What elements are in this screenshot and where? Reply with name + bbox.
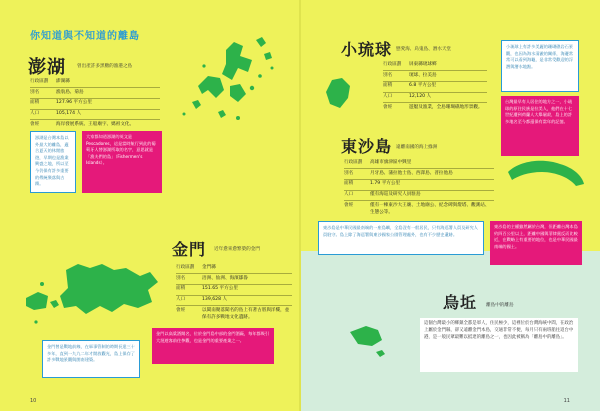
info-value: 以閩南聚落聞名的島上有著古厝與洋樓，並保有許多戰地文化遺跡。 xyxy=(202,308,290,321)
xiaoliuqiu-name: 小琉球 xyxy=(341,40,393,59)
info-key: 別名 xyxy=(383,72,393,78)
wuqiu-map xyxy=(336,318,398,362)
info-value: 琉球、拉美島 xyxy=(409,72,437,78)
info-key: 行政區劃 xyxy=(30,79,49,84)
info-row xyxy=(176,284,292,294)
info-key: 別名 xyxy=(30,89,40,95)
kinmen-note-pink: 金門以高粱酒聞名，位於金門島中部的金門酒廠，每年都吸引大批遊客前往參觀，也是金門的重要產業之一。 xyxy=(152,328,274,364)
info-value: 澎湖縣 xyxy=(56,79,70,84)
wuqiu-subtitle: 離島中的離島 xyxy=(486,303,514,308)
info-value: 127.96 平方公里 xyxy=(56,100,92,106)
page-number-left: 10 xyxy=(30,398,37,404)
info-row xyxy=(30,77,160,87)
info-key: 面積 xyxy=(176,286,186,292)
info-row xyxy=(344,201,494,217)
info-key: 人口 xyxy=(344,192,354,198)
info-row xyxy=(344,179,494,189)
wuqiu-body: 這個台灣最小的鄉鎮全都是軍人，住民極少，這裡位於台灣海峽中間，在政治上屬於金門縣，卻又遠離金門本島，交通非常不便，每月只有兩班船往返台中港，是一般民眾最難以抵達的離島之一，也因此被稱為「離島中的離島」。 xyxy=(420,318,578,372)
xiaoliuqiu-note-pink: 台灣最早有人居住的地方之一，小琉球的原住民族是拉美人，他們在十七世紀遭到荷蘭人大舉屠殺，島上的許多地名至今都還保有當年的記憶。 xyxy=(501,96,579,156)
info-value: 金門縣 xyxy=(202,265,216,270)
info-key: 行政區劃 xyxy=(344,160,363,165)
kinmen-note-blue: 金門曾是戰地前線，在軍事管制的時期長達三十多年，直到一九九二年才開放觀光，島上保存了許多戰地景觀與閩南建築。 xyxy=(42,340,140,378)
penghu-note-blue: 澎湖是台灣本島以外最大的離島，適合夏天的休閒旅遊，早期也是漁業興盛之地，所以至今仍保有許多重要的傳統聚落與古蹟。 xyxy=(30,131,76,193)
info-value: 105,174 人 xyxy=(56,111,82,117)
info-value: 月牙島、蒲拉他士島、西澤島、普拉他島 xyxy=(370,170,453,176)
info-row xyxy=(344,169,494,179)
wuqiu-name: 烏坵 xyxy=(443,293,478,312)
dongsha-subtitle: 遠離南國的海上綠洲 xyxy=(396,145,438,150)
dongsha-note-blue: 東沙島是中華民國最南端的一座島嶼，全島沒有一般居民，只有海巡署人員及研究人員駐守。島上除了海巡署與東沙國家公園管理處外，也有不少歷史遺跡。 xyxy=(318,221,484,255)
info-key: 面積 xyxy=(383,83,393,89)
penghu-name: 澎湖 xyxy=(28,57,66,78)
info-row xyxy=(344,158,494,168)
info-value: 1.79 平方公里 xyxy=(370,181,401,187)
info-value: 屏東縣琉球鄉 xyxy=(409,62,437,67)
spread-title: 你知道與不知道的離島 xyxy=(30,31,140,42)
info-row xyxy=(176,263,292,273)
dongsha-name: 東沙島 xyxy=(341,137,393,156)
info-key: 行政區劃 xyxy=(383,62,402,67)
info-value: 12,120 人 xyxy=(409,94,432,100)
penghu-map xyxy=(168,28,288,128)
info-row xyxy=(383,92,487,102)
kinmen-subtitle: 近年愈來愈繁榮的金門 xyxy=(214,247,260,252)
dongsha-map xyxy=(500,150,590,210)
info-value: 漁翁島、菊島 xyxy=(56,89,84,95)
info-key: 會經 xyxy=(176,307,186,313)
info-key: 行政區劃 xyxy=(176,265,195,270)
xiaoliuqiu-note-blue: 小琉球上有許多美麗的珊瑚礁岩石景觀，也因為海水清澈的關係，海邊常常可以看到海龜，是非常受歡迎的浮潛與潛水地點。 xyxy=(501,40,579,92)
xiaoliuqiu-subtitle: 戀愛海、烏鬼島、潛水天堂 xyxy=(396,47,452,52)
xiaoliuqiu-map xyxy=(318,74,358,114)
penghu-subtitle: 曾出產許多黑糖的漁港之島 xyxy=(77,64,133,69)
info-row xyxy=(30,88,160,98)
info-value: 海岸發展系統、王船廟宇、媽祖文化。 xyxy=(56,121,135,127)
info-row xyxy=(383,81,487,91)
dongsha-info-table xyxy=(344,158,494,216)
kinmen-map xyxy=(20,250,170,340)
info-key: 人口 xyxy=(176,297,186,303)
info-row xyxy=(176,274,292,284)
xiaoliuqiu-info-table xyxy=(383,60,487,113)
info-value: 6.8 平方公里 xyxy=(409,83,437,89)
info-key: 別名 xyxy=(344,170,354,176)
info-row xyxy=(176,306,292,322)
info-row xyxy=(383,71,487,81)
info-value: 僅有海巡及研究人員駐島 xyxy=(370,192,421,198)
info-key: 會經 xyxy=(344,202,354,208)
dongsha-note-pink: 東沙島的主權雖然屬於台灣，但距離台灣本島約四百公里以上，距離中國與菲律賓反而比較近，在戰略上有重要的地位，也是中華民國最南端的國土。 xyxy=(490,221,582,265)
info-key: 面積 xyxy=(344,181,354,187)
info-value: 遊艇及漁業，全島珊瑚礁地形景觀。 xyxy=(409,104,483,110)
info-key: 會經 xyxy=(383,104,393,110)
page-gutter xyxy=(299,0,301,411)
info-value: 高雄市旗津區中興里 xyxy=(370,160,412,165)
info-key: 人口 xyxy=(383,94,393,100)
info-key: 別名 xyxy=(176,275,186,281)
info-value: 浯洲、仙洲、海濱鄒魯 xyxy=(202,275,248,281)
info-value: 151.65 平方公里 xyxy=(202,286,238,292)
info-key: 面積 xyxy=(30,100,40,106)
info-row xyxy=(30,120,160,130)
info-row xyxy=(383,60,487,70)
info-row xyxy=(383,103,487,113)
kinmen-info-table xyxy=(176,263,292,321)
kinmen-name: 金門 xyxy=(172,240,207,259)
page-number-right: 11 xyxy=(563,398,570,404)
info-value: 139,628 人 xyxy=(202,297,228,303)
info-row xyxy=(176,295,292,305)
penghu-note-pink: 大家都知道澎湖的英文是 Pescadores，這是當時航行到此的葡萄牙人替澎湖所取的名字，意思就是「漁夫們的島」（Fishermen's Islands）。 xyxy=(82,131,162,193)
info-key: 會經 xyxy=(30,121,40,127)
penghu-info-table xyxy=(30,77,160,130)
info-row xyxy=(344,190,494,200)
info-value: 僅有一棟東沙大王廟、土地廟公、紀念碑與燈塔、觀測站、生態公等。 xyxy=(370,203,490,216)
info-row xyxy=(30,98,160,108)
info-row xyxy=(30,109,160,119)
info-key: 人口 xyxy=(30,111,40,117)
